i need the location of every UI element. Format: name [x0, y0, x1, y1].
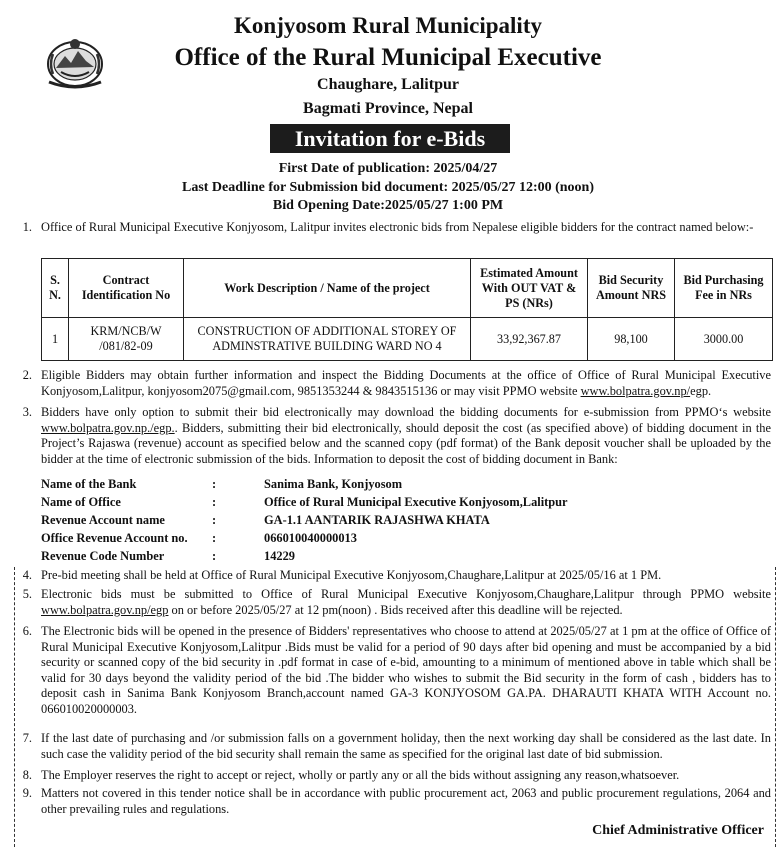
bid-opening-date: Bid Opening Date:2025/05/27 1:00 PM: [272, 198, 504, 213]
clause-4-number: 4.: [22, 568, 32, 582]
clause-1-number: 1.: [22, 220, 32, 234]
bank-detail-value: GA-1.1 AANTARIK RAJASHWA KHATA: [264, 513, 490, 527]
clause-9-text: Matters not covered in this tender notice shall be in accordance with public procurement act, 2063 and public procurement regulations, 2064 and other prevailing rules and regulations.: [41, 786, 771, 816]
clause-3-body-b: . Bidders, submitting their bid electronically, should deposit the cost (as specified above) of bidding document in the Project’s Rajaswa (revenue) account as specified below and the scanned copy (pdf format) of the Bank deposit voucher shall be uploaded by the bidder at the time of electronic submission of the bids. Information to deposit the cost of bidding document in Bank:: [41, 420, 771, 466]
ppmo-egp-link[interactable]: www.bolpatra.gov.np./egp.: [41, 420, 175, 435]
header-sn: S. N.: [42, 259, 69, 318]
clause-5-body-a: Electronic bids must be submitted to Office of Rural Municipal Executive Konjyosom,Chaughare,Lalitpur through PPMO website: [41, 587, 771, 601]
bank-detail-row: [41, 476, 771, 493]
bank-detail-colon: :: [212, 531, 217, 545]
clause-2-body: Eligible Bidders may obtain further information and inspect the Bidding Documents at the office of Office of Rural Municipal Executive Konjyosom,Lalitpur, konjyosom2075@gmail.com, 9851353244 & 9843515136 or may visit PPMO website: [41, 368, 771, 398]
clause-8-number: 8.: [22, 768, 32, 782]
clause-5-body-b: on or before 2025/05/27 at 12 pm(noon) . Bids received after this deadline will be rejected.: [168, 602, 623, 617]
clause-3-number: 3.: [22, 405, 32, 419]
submission-deadline: Last Deadline for Submission bid document: 2025/05/27 12:00 (noon): [181, 180, 594, 195]
bank-detail-label: Revenue Code Number: [41, 549, 165, 563]
bank-detail-value: 14229: [264, 549, 295, 563]
clause-3-text: [41, 405, 771, 467]
ppmo-website-link[interactable]: www.bolpatra.gov.np/: [580, 383, 691, 398]
clause-8-text: The Employer reserves the right to accept or reject, wholly or partly any or all the bids without assigning any reason,whatsoever.: [41, 768, 680, 782]
clause-2-tail: egp.: [690, 383, 712, 398]
notice-title-banner: Invitation for e-Bids: [270, 124, 510, 153]
header-purchasing-fee: Bid Purchasing Fee in NRs: [675, 259, 773, 318]
first-publication-date: First Date of publication: 2025/04/27: [278, 161, 498, 176]
bank-detail-value: 066010040000013: [264, 531, 357, 545]
clause-3-body-a: Bidders have only option to submit their bid electronically may download the bidding documents for e-submission from PPMO‘s website: [41, 405, 771, 419]
bank-detail-label: Office Revenue Account no.: [41, 531, 188, 545]
bank-detail-value: Sanima Bank, Konjyosom: [264, 477, 403, 491]
bank-detail-label: Revenue Account name: [41, 513, 165, 527]
clause-7-text: If the last date of purchasing and /or submission falls on a government holiday, then the next working day shall be considered as the last date. In such case the validity period of the bid security shall remain the same as specified for the original last date of bid submission.: [41, 731, 771, 761]
office-name: Office of the Rural Municipal Executive: [174, 44, 602, 71]
municipality-name: Konjyosom Rural Municipality: [234, 13, 542, 38]
bank-detail-label: Name of the Bank: [41, 477, 137, 491]
bank-detail-row: [41, 548, 771, 565]
signature-title: Chief Administrative Officer: [592, 823, 764, 838]
address-line-1: Chaughare, Lalitpur: [317, 76, 459, 93]
clause-6-text: The Electronic bids will be opened in the presence of Bidders' representatives who choose to attend at 2025/05/27 at 1 pm at the office of Office of Rural Municipal Executive Konjyosom,Lalitpur .Bids must be valid for a period of 90 days after bid opening and must be accompanied by a bid security or scanned copy of the bid security in .pdf format in case of e-bid, amounting to a minimum of mentioned above in table which shall be valid for 30 days beyond the validity period of the bid .The bidder who wishes to submit the Bid security in the form of cash , bidders has to deposit cash in Sanima Bank Konjyosom Branch,account named GA-3 KONJYOSOM GA.PA. DHARAUTI KHATA WITH Account no. 066010020000003.: [41, 624, 771, 716]
clause-5-text: [41, 587, 771, 618]
contract-table: [41, 258, 773, 361]
bank-detail-row: [41, 494, 771, 511]
cell-work-description: CONSTRUCTION OF ADDITIONAL STOREY OF ADMINSTRATIVE BUILDING WARD NO 4: [184, 318, 471, 361]
bank-detail-row: [41, 512, 771, 529]
clause-1-text: Office of Rural Municipal Executive Konjyosom, Lalitpur invites electronic bids from Nepalese eligible bidders for the contract named below:-: [41, 220, 754, 234]
clause-2-text: [41, 368, 771, 399]
address-line-2: Bagmati Province, Nepal: [303, 100, 473, 117]
bolpatra-egp-link[interactable]: www.bolpatra.gov.np/egp: [41, 602, 169, 617]
header-estimated-amount: Estimated Amount With OUT VAT & PS (NRs): [471, 259, 588, 318]
clause-4-text: Pre-bid meeting shall be held at Office of Rural Municipal Executive Konjyosom,Chaughare,Lalitpur at 2025/05/16 at 1 PM.: [41, 568, 662, 582]
cell-bid-security: 98,100: [588, 318, 675, 361]
header-contract-id: Contract Identification No: [69, 259, 184, 318]
table-header-row: [42, 259, 773, 318]
clause-2-number: 2.: [22, 368, 32, 382]
table-row: [42, 318, 773, 361]
bank-detail-colon: :: [212, 477, 217, 491]
header-work-description: Work Description / Name of the project: [184, 259, 471, 318]
cell-contract-id: KRM/NCB/W /081/82-09: [69, 318, 184, 361]
clause-5-number: 5.: [22, 587, 32, 601]
bank-detail-colon: :: [212, 513, 217, 527]
bank-detail-value: Office of Rural Municipal Executive Konjyosom,Lalitpur: [264, 495, 568, 509]
bank-detail-colon: :: [212, 495, 217, 509]
clause-7-number: 7.: [22, 731, 32, 745]
bank-detail-label: Name of Office: [41, 495, 121, 509]
cell-estimated-amount: 33,92,367.87: [471, 318, 588, 361]
cell-sn: 1: [42, 318, 69, 361]
header-bid-security: Bid Security Amount NRS: [588, 259, 675, 318]
clause-6-number: 6.: [22, 624, 32, 638]
bank-detail-row: [41, 530, 771, 547]
clause-9-number: 9.: [22, 786, 32, 800]
bank-detail-colon: :: [212, 549, 217, 563]
cell-purchasing-fee: 3000.00: [675, 318, 773, 361]
